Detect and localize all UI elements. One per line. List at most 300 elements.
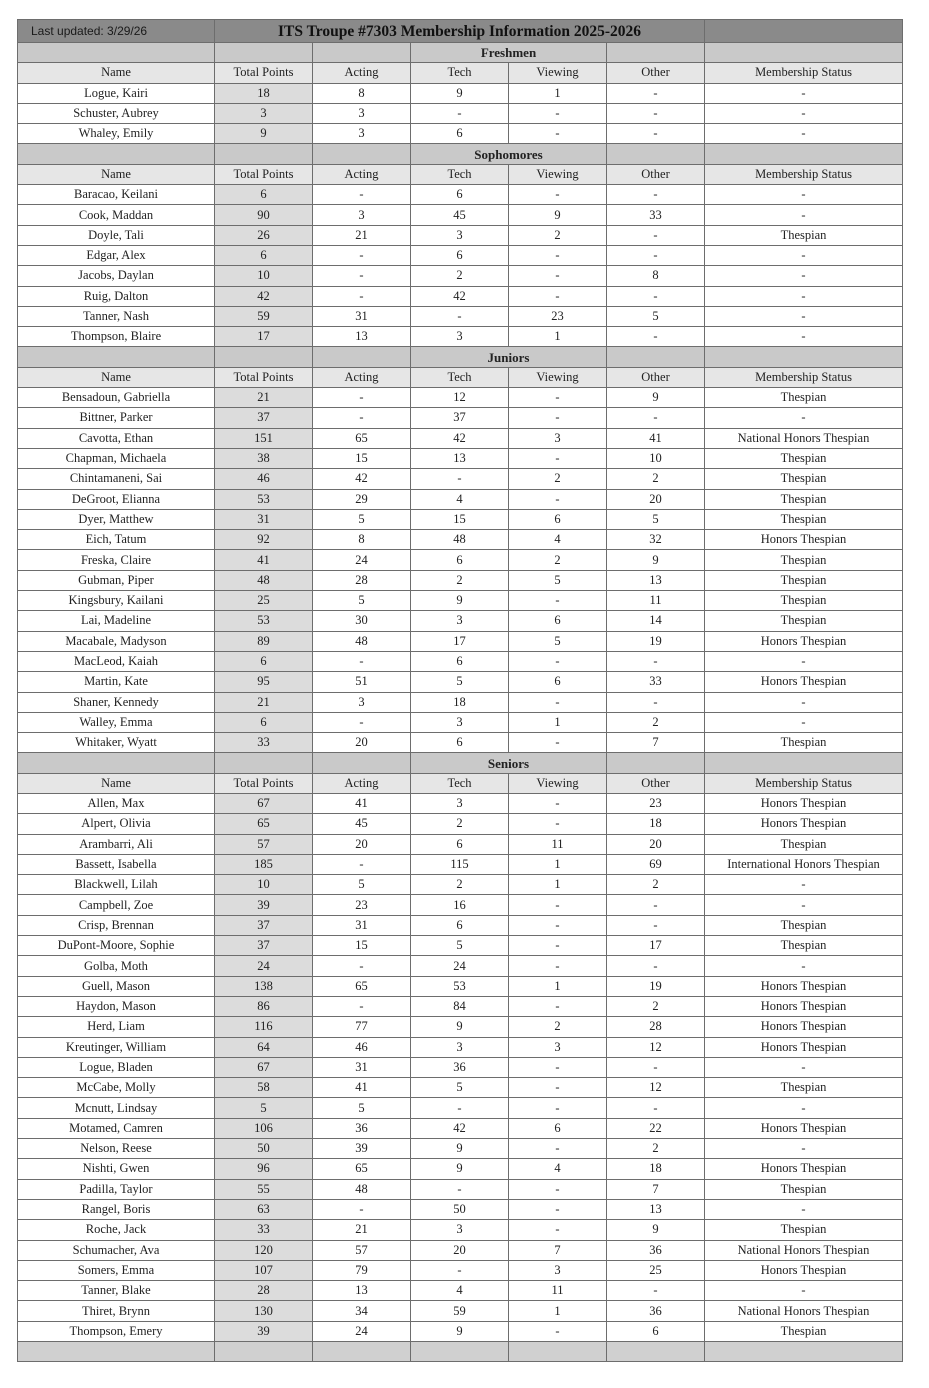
member-row: [18, 733, 903, 753]
tech-points: 3: [411, 611, 509, 631]
member-name: Tanner, Nash: [18, 306, 215, 326]
member-row: [18, 1301, 903, 1321]
tech-points: 2: [411, 814, 509, 834]
member-name: Mcnutt, Lindsay: [18, 1098, 215, 1118]
section-blank-cell: [607, 144, 705, 164]
other-points: 5: [607, 306, 705, 326]
member-name: Logue, Bladen: [18, 1057, 215, 1077]
viewing-points: 11: [509, 1281, 607, 1301]
membership-status: -: [705, 651, 903, 671]
viewing-points: 1: [509, 854, 607, 874]
member-name: Chapman, Michaela: [18, 448, 215, 468]
section-blank-cell: [705, 347, 903, 367]
other-points: 7: [607, 1179, 705, 1199]
other-points: 2: [607, 712, 705, 732]
footer-row: [18, 1342, 903, 1362]
viewing-points: 6: [509, 1118, 607, 1138]
acting-points: 42: [313, 469, 411, 489]
total-points: 89: [215, 631, 313, 651]
other-points: -: [607, 651, 705, 671]
viewing-points: 5: [509, 631, 607, 651]
other-points: 36: [607, 1240, 705, 1260]
membership-status: -: [705, 185, 903, 205]
other-points: 6: [607, 1321, 705, 1341]
member-row: [18, 651, 903, 671]
column-header: Tech: [411, 367, 509, 387]
member-name: Kreutinger, William: [18, 1037, 215, 1057]
membership-status: Honors Thespian: [705, 793, 903, 813]
member-name: Thiret, Brynn: [18, 1301, 215, 1321]
viewing-points: 6: [509, 509, 607, 529]
member-name: Somers, Emma: [18, 1260, 215, 1280]
viewing-points: -: [509, 124, 607, 144]
other-points: 8: [607, 266, 705, 286]
member-row: [18, 1057, 903, 1077]
other-points: -: [607, 692, 705, 712]
section-row-freshmen: [18, 43, 903, 63]
member-name: Bittner, Parker: [18, 408, 215, 428]
member-name: Jacobs, Daylan: [18, 266, 215, 286]
member-name: Guell, Mason: [18, 976, 215, 996]
member-name: Chintamaneni, Sai: [18, 469, 215, 489]
member-name: Bassett, Isabella: [18, 854, 215, 874]
total-points: 21: [215, 692, 313, 712]
member-row: [18, 530, 903, 550]
tech-points: 20: [411, 1240, 509, 1260]
tech-points: 37: [411, 408, 509, 428]
total-points: 58: [215, 1078, 313, 1098]
total-points: 5: [215, 1098, 313, 1118]
tech-points: 4: [411, 1281, 509, 1301]
membership-status: National Honors Thespian: [705, 1240, 903, 1260]
member-row: [18, 225, 903, 245]
column-header: Acting: [313, 63, 411, 83]
member-row: [18, 692, 903, 712]
total-points: 21: [215, 388, 313, 408]
acting-points: -: [313, 408, 411, 428]
member-row: [18, 1220, 903, 1240]
viewing-points: -: [509, 915, 607, 935]
column-header: Name: [18, 773, 215, 793]
viewing-points: -: [509, 489, 607, 509]
tech-points: 5: [411, 672, 509, 692]
other-points: 12: [607, 1037, 705, 1057]
total-points: 48: [215, 570, 313, 590]
tech-points: -: [411, 103, 509, 123]
total-points: 90: [215, 205, 313, 225]
tech-points: 42: [411, 428, 509, 448]
section-title: Seniors: [411, 753, 607, 773]
membership-status: Honors Thespian: [705, 1037, 903, 1057]
acting-points: -: [313, 388, 411, 408]
tech-points: 45: [411, 205, 509, 225]
member-name: Schumacher, Ava: [18, 1240, 215, 1260]
tech-points: 24: [411, 956, 509, 976]
acting-points: -: [313, 854, 411, 874]
member-row: [18, 1281, 903, 1301]
membership-status: Thespian: [705, 591, 903, 611]
viewing-points: -: [509, 448, 607, 468]
column-header: Tech: [411, 164, 509, 184]
other-points: -: [607, 1281, 705, 1301]
member-row: [18, 245, 903, 265]
acting-points: 48: [313, 1179, 411, 1199]
membership-status: Honors Thespian: [705, 814, 903, 834]
membership-status: -: [705, 245, 903, 265]
footer-blank-cell: [18, 1342, 215, 1362]
other-points: -: [607, 1057, 705, 1077]
other-points: -: [607, 408, 705, 428]
other-points: 9: [607, 550, 705, 570]
total-points: 33: [215, 1220, 313, 1240]
viewing-points: 2: [509, 550, 607, 570]
member-row: [18, 1078, 903, 1098]
member-name: Macabale, Madyson: [18, 631, 215, 651]
total-points: 24: [215, 956, 313, 976]
acting-points: 5: [313, 591, 411, 611]
member-row: [18, 956, 903, 976]
member-name: Eich, Tatum: [18, 530, 215, 550]
member-row: [18, 834, 903, 854]
viewing-points: 6: [509, 672, 607, 692]
tech-points: 3: [411, 327, 509, 347]
membership-status: Thespian: [705, 448, 903, 468]
tech-points: -: [411, 1179, 509, 1199]
viewing-points: 1: [509, 1301, 607, 1321]
member-name: Whitaker, Wyatt: [18, 733, 215, 753]
member-name: Walley, Emma: [18, 712, 215, 732]
other-points: 20: [607, 489, 705, 509]
tech-points: 50: [411, 1199, 509, 1219]
member-row: [18, 185, 903, 205]
column-header: Membership Status: [705, 367, 903, 387]
footer-blank-cell: [411, 1342, 509, 1362]
acting-points: 31: [313, 306, 411, 326]
tech-points: 2: [411, 266, 509, 286]
total-points: 67: [215, 1057, 313, 1077]
acting-points: 65: [313, 976, 411, 996]
member-name: Doyle, Tali: [18, 225, 215, 245]
viewing-points: -: [509, 1139, 607, 1159]
other-points: 41: [607, 428, 705, 448]
acting-points: 41: [313, 793, 411, 813]
acting-points: 20: [313, 834, 411, 854]
total-points: 39: [215, 1321, 313, 1341]
total-points: 86: [215, 996, 313, 1016]
total-points: 6: [215, 651, 313, 671]
member-row: [18, 1037, 903, 1057]
membership-status: -: [705, 1281, 903, 1301]
viewing-points: -: [509, 408, 607, 428]
member-row: [18, 1260, 903, 1280]
member-name: Blackwell, Lilah: [18, 875, 215, 895]
column-header: Total Points: [215, 367, 313, 387]
viewing-points: 3: [509, 1260, 607, 1280]
member-name: Nishti, Gwen: [18, 1159, 215, 1179]
tech-points: 3: [411, 712, 509, 732]
tech-points: 3: [411, 1220, 509, 1240]
section-blank-cell: [313, 753, 411, 773]
viewing-points: 3: [509, 428, 607, 448]
other-points: -: [607, 245, 705, 265]
other-points: 2: [607, 875, 705, 895]
acting-points: 24: [313, 550, 411, 570]
column-header: Viewing: [509, 367, 607, 387]
member-row: [18, 1159, 903, 1179]
section-blank-cell: [215, 347, 313, 367]
member-row: [18, 611, 903, 631]
member-row: [18, 327, 903, 347]
tech-points: 9: [411, 1321, 509, 1341]
tech-points: 6: [411, 185, 509, 205]
column-header: Viewing: [509, 63, 607, 83]
tech-points: 12: [411, 388, 509, 408]
total-points: 138: [215, 976, 313, 996]
other-points: -: [607, 225, 705, 245]
acting-points: 48: [313, 631, 411, 651]
member-name: Schuster, Aubrey: [18, 103, 215, 123]
other-points: 19: [607, 976, 705, 996]
membership-status: -: [705, 286, 903, 306]
membership-status: Thespian: [705, 1179, 903, 1199]
total-points: 120: [215, 1240, 313, 1260]
member-row: [18, 875, 903, 895]
acting-points: -: [313, 245, 411, 265]
membership-status: -: [705, 103, 903, 123]
viewing-points: -: [509, 1078, 607, 1098]
viewing-points: -: [509, 793, 607, 813]
viewing-points: -: [509, 185, 607, 205]
other-points: 9: [607, 1220, 705, 1240]
membership-status: Thespian: [705, 570, 903, 590]
tech-points: 2: [411, 570, 509, 590]
other-points: 28: [607, 1017, 705, 1037]
total-points: 106: [215, 1118, 313, 1138]
column-header: Viewing: [509, 164, 607, 184]
membership-status: Thespian: [705, 834, 903, 854]
viewing-points: -: [509, 245, 607, 265]
footer-blank-cell: [705, 1342, 903, 1362]
membership-status: Thespian: [705, 936, 903, 956]
member-name: Motamed, Camren: [18, 1118, 215, 1138]
member-name: DeGroot, Elianna: [18, 489, 215, 509]
acting-points: 8: [313, 530, 411, 550]
tech-points: 5: [411, 936, 509, 956]
section-blank-cell: [705, 43, 903, 63]
member-row: [18, 1179, 903, 1199]
viewing-points: -: [509, 1057, 607, 1077]
total-points: 46: [215, 469, 313, 489]
other-points: 2: [607, 1139, 705, 1159]
section-blank-cell: [607, 347, 705, 367]
tech-points: 6: [411, 245, 509, 265]
membership-status: Thespian: [705, 469, 903, 489]
footer-blank-cell: [215, 1342, 313, 1362]
member-name: Herd, Liam: [18, 1017, 215, 1037]
member-row: [18, 408, 903, 428]
membership-status: -: [705, 266, 903, 286]
member-name: McCabe, Molly: [18, 1078, 215, 1098]
member-row: [18, 509, 903, 529]
section-title: Sophomores: [411, 144, 607, 164]
member-name: Rangel, Boris: [18, 1199, 215, 1219]
other-points: -: [607, 915, 705, 935]
tech-points: 16: [411, 895, 509, 915]
total-points: 9: [215, 124, 313, 144]
acting-points: 3: [313, 692, 411, 712]
member-row: [18, 895, 903, 915]
viewing-points: -: [509, 895, 607, 915]
member-row: [18, 854, 903, 874]
member-row: [18, 672, 903, 692]
viewing-points: -: [509, 266, 607, 286]
total-points: 55: [215, 1179, 313, 1199]
viewing-points: 5: [509, 570, 607, 590]
tech-points: 6: [411, 124, 509, 144]
tech-points: 42: [411, 286, 509, 306]
acting-points: -: [313, 996, 411, 1016]
total-points: 116: [215, 1017, 313, 1037]
membership-status: -: [705, 956, 903, 976]
total-points: 53: [215, 611, 313, 631]
column-header: Other: [607, 63, 705, 83]
member-row: [18, 469, 903, 489]
member-name: Kingsbury, Kailani: [18, 591, 215, 611]
member-name: Alpert, Olivia: [18, 814, 215, 834]
member-row: [18, 489, 903, 509]
member-row: [18, 124, 903, 144]
column-header-row: [18, 63, 903, 83]
other-points: 18: [607, 1159, 705, 1179]
section-blank-cell: [313, 347, 411, 367]
member-row: [18, 793, 903, 813]
tech-points: 84: [411, 996, 509, 1016]
last-updated: Last updated: 3/29/26: [18, 20, 215, 43]
viewing-points: 1: [509, 875, 607, 895]
acting-points: 21: [313, 225, 411, 245]
viewing-points: -: [509, 733, 607, 753]
sheet-title: ITS Troupe #7303 Membership Information 2025-2026: [215, 20, 705, 43]
tech-points: -: [411, 306, 509, 326]
acting-points: -: [313, 651, 411, 671]
total-points: 96: [215, 1159, 313, 1179]
member-row: [18, 936, 903, 956]
other-points: 17: [607, 936, 705, 956]
acting-points: 34: [313, 1301, 411, 1321]
title-row: [18, 20, 903, 43]
total-points: 25: [215, 591, 313, 611]
member-row: [18, 570, 903, 590]
viewing-points: -: [509, 814, 607, 834]
member-row: [18, 448, 903, 468]
total-points: 185: [215, 854, 313, 874]
other-points: 13: [607, 1199, 705, 1219]
tech-points: 13: [411, 448, 509, 468]
acting-points: 5: [313, 875, 411, 895]
other-points: -: [607, 185, 705, 205]
acting-points: 31: [313, 1057, 411, 1077]
membership-status: Honors Thespian: [705, 530, 903, 550]
membership-status: Thespian: [705, 509, 903, 529]
tech-points: 9: [411, 1139, 509, 1159]
column-header: Tech: [411, 773, 509, 793]
column-header: Membership Status: [705, 63, 903, 83]
section-blank-cell: [607, 753, 705, 773]
column-header: Membership Status: [705, 164, 903, 184]
member-name: Dyer, Matthew: [18, 509, 215, 529]
tech-points: 4: [411, 489, 509, 509]
column-header-row: [18, 164, 903, 184]
viewing-points: -: [509, 1321, 607, 1341]
column-header: Other: [607, 164, 705, 184]
total-points: 10: [215, 875, 313, 895]
member-name: Cook, Maddan: [18, 205, 215, 225]
membership-status: Thespian: [705, 611, 903, 631]
membership-status: Thespian: [705, 550, 903, 570]
total-points: 6: [215, 185, 313, 205]
member-name: MacLeod, Kaiah: [18, 651, 215, 671]
acting-points: 28: [313, 570, 411, 590]
total-points: 59: [215, 306, 313, 326]
total-points: 6: [215, 245, 313, 265]
member-row: [18, 1199, 903, 1219]
total-points: 63: [215, 1199, 313, 1219]
total-points: 67: [215, 793, 313, 813]
other-points: 33: [607, 205, 705, 225]
total-points: 6: [215, 712, 313, 732]
viewing-points: 9: [509, 205, 607, 225]
viewing-points: 1: [509, 712, 607, 732]
column-header: Name: [18, 164, 215, 184]
member-row: [18, 1139, 903, 1159]
membership-status: -: [705, 1139, 903, 1159]
other-points: 18: [607, 814, 705, 834]
member-name: Thompson, Blaire: [18, 327, 215, 347]
member-name: Baracao, Keilani: [18, 185, 215, 205]
viewing-points: -: [509, 1179, 607, 1199]
membership-status: -: [705, 692, 903, 712]
membership-status: -: [705, 1199, 903, 1219]
acting-points: 5: [313, 1098, 411, 1118]
membership-status: -: [705, 875, 903, 895]
viewing-points: 2: [509, 1017, 607, 1037]
membership-status: Thespian: [705, 1220, 903, 1240]
viewing-points: -: [509, 1098, 607, 1118]
membership-status: Thespian: [705, 489, 903, 509]
column-header: Acting: [313, 367, 411, 387]
column-header: Tech: [411, 63, 509, 83]
column-header: Acting: [313, 773, 411, 793]
member-row: [18, 388, 903, 408]
total-points: 33: [215, 733, 313, 753]
tech-points: 42: [411, 1118, 509, 1138]
acting-points: 41: [313, 1078, 411, 1098]
section-blank-cell: [18, 43, 215, 63]
total-points: 53: [215, 489, 313, 509]
other-points: 9: [607, 388, 705, 408]
tech-points: 2: [411, 875, 509, 895]
acting-points: 13: [313, 327, 411, 347]
member-row: [18, 1017, 903, 1037]
tech-points: 48: [411, 530, 509, 550]
member-name: Freska, Claire: [18, 550, 215, 570]
viewing-points: 7: [509, 1240, 607, 1260]
tech-points: 53: [411, 976, 509, 996]
tech-points: 59: [411, 1301, 509, 1321]
tech-points: 3: [411, 793, 509, 813]
column-header: Membership Status: [705, 773, 903, 793]
total-points: 26: [215, 225, 313, 245]
